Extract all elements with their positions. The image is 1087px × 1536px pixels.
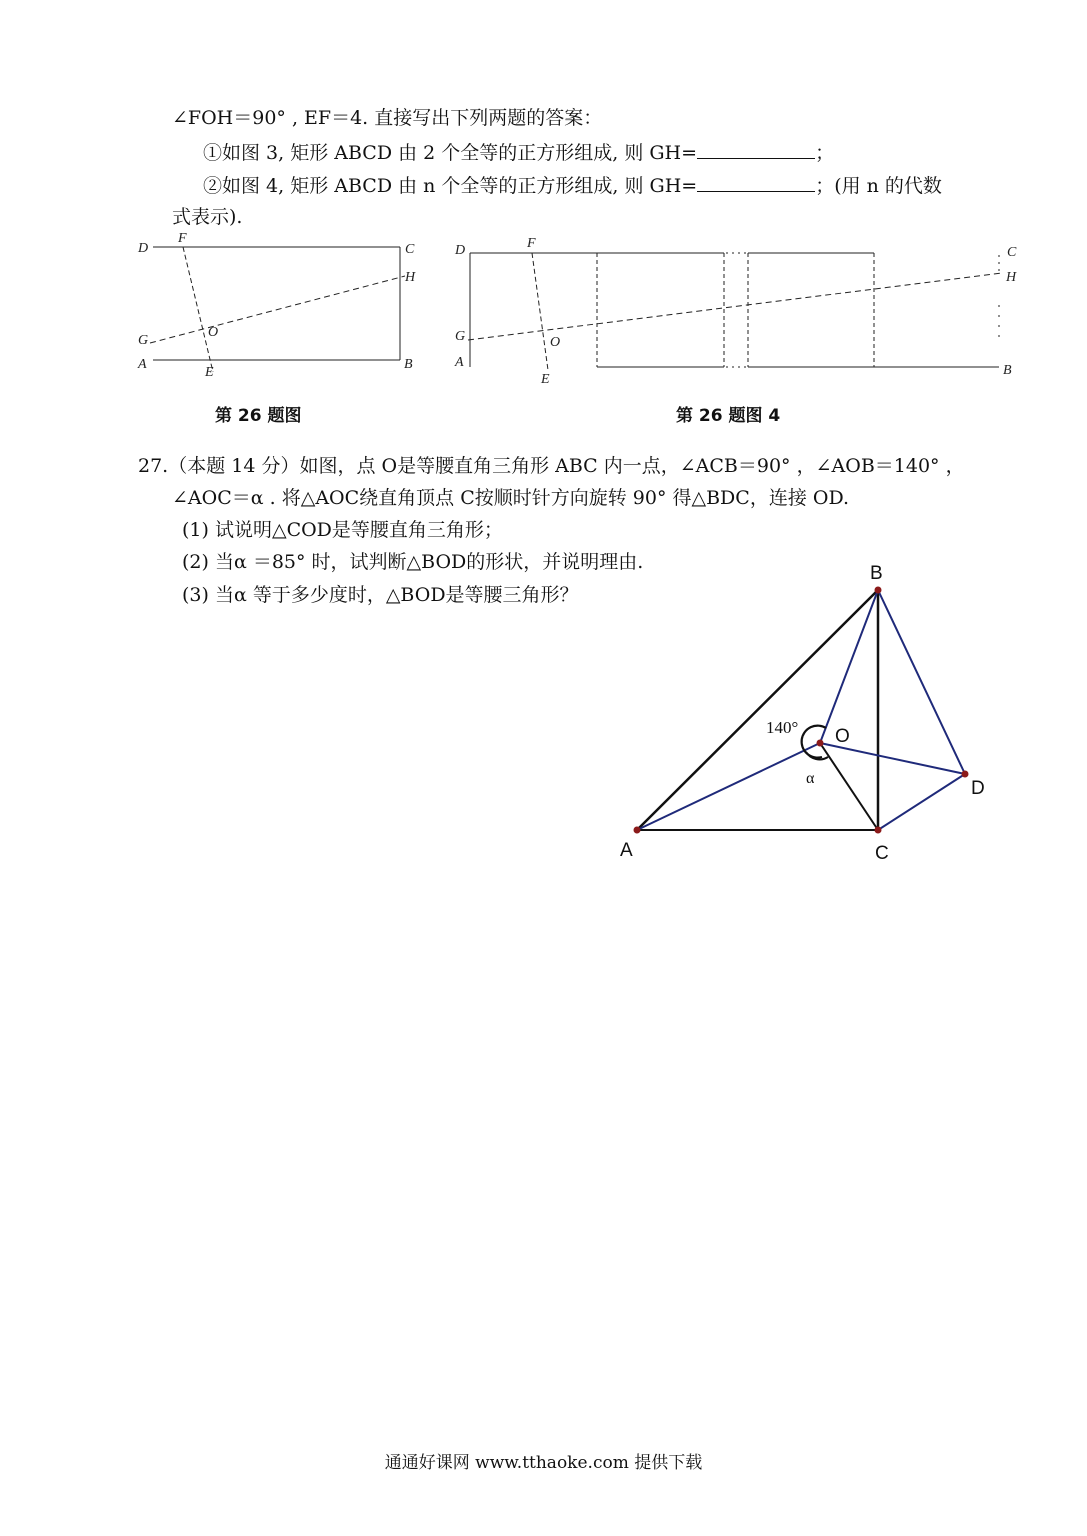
fig3-label-f: F	[178, 231, 187, 246]
fig3-label-o: O	[208, 325, 219, 340]
fig4-label-f: F	[527, 236, 536, 251]
q26-item2-suffix: ；(用 n 的代数	[815, 175, 942, 197]
edge-od	[820, 743, 965, 774]
label-a: A	[620, 840, 633, 861]
fig4-label-a: A	[455, 355, 464, 370]
point-b	[875, 587, 882, 594]
edge-ob	[820, 590, 878, 743]
footer-source: 通通好课网 www.tthaoke.com 提供下载	[384, 1453, 703, 1473]
label-o: O	[835, 726, 850, 747]
angle-arc-alpha	[806, 752, 828, 759]
q26-item2-continued: 式表示).	[172, 206, 243, 228]
fig4-label-h: H	[1006, 270, 1017, 285]
fig3-label-h: H	[405, 270, 416, 285]
fig4-label-b: B	[1003, 363, 1012, 378]
q26-item1-suffix: ；	[815, 142, 835, 164]
label-angle-aob: 140°	[766, 718, 799, 737]
fig4-label-d: D	[455, 243, 466, 258]
fig4-label-o: O	[550, 335, 561, 350]
fig4-label-e: E	[541, 372, 550, 387]
fig4-label-c: C	[1007, 245, 1017, 260]
edge-ao	[637, 743, 820, 830]
fig3-label-c: C	[405, 242, 415, 257]
edge-ab	[637, 590, 878, 830]
edge-bd	[878, 590, 965, 774]
q27-line1: 27.（本题 14 分）如图，点 O是等腰直角三角形 ABC 内一点，∠ACB＝90° ，∠AOB＝140° ，	[138, 455, 965, 477]
fig3-label-g: G	[138, 333, 149, 348]
point-d	[962, 771, 969, 778]
label-alpha: α	[806, 770, 815, 787]
q27-part2: (2) 当α ＝85° 时，试判断△BOD的形状，并说明理由.	[182, 551, 644, 573]
label-b: B	[870, 563, 883, 584]
point-c	[875, 827, 882, 834]
fig3-label-a: A	[138, 357, 147, 372]
q27-part3: (3) 当α 等于多少度时，△BOD是等腰三角形？	[182, 584, 579, 606]
fig3-label-b: B	[404, 357, 413, 372]
q27-line2: ∠AOC＝α . 将△AOC绕直角顶点 C按顺时针方向旋转 90° 得△BDC，连接 OD.	[172, 487, 850, 509]
point-o	[817, 740, 824, 747]
label-d: D	[971, 778, 985, 799]
q26-item1-prefix: ①如图 3, 矩形 ABCD 由 2 个全等的正方形组成, 则 GH=	[203, 142, 698, 164]
point-a	[634, 827, 641, 834]
edge-oc	[820, 743, 878, 830]
edge-cd	[878, 774, 965, 830]
q27-part1: (1) 试说明△COD是等腰直角三角形；	[182, 519, 503, 541]
fig4-label-g: G	[455, 329, 466, 344]
fig3-label-d: D	[138, 241, 149, 256]
fig3-label-e: E	[205, 365, 214, 380]
q26-item2-prefix: ②如图 4, 矩形 ABCD 由 n 个全等的正方形组成, 则 GH=	[203, 175, 698, 197]
fig3-caption: 第 26 题图	[215, 406, 302, 426]
q26-line1: ∠FOH＝90° , EF＝4. 直接写出下列两题的答案：	[172, 107, 603, 129]
fig4-caption: 第 26 题图 4	[676, 406, 781, 426]
label-c: C	[875, 843, 889, 864]
